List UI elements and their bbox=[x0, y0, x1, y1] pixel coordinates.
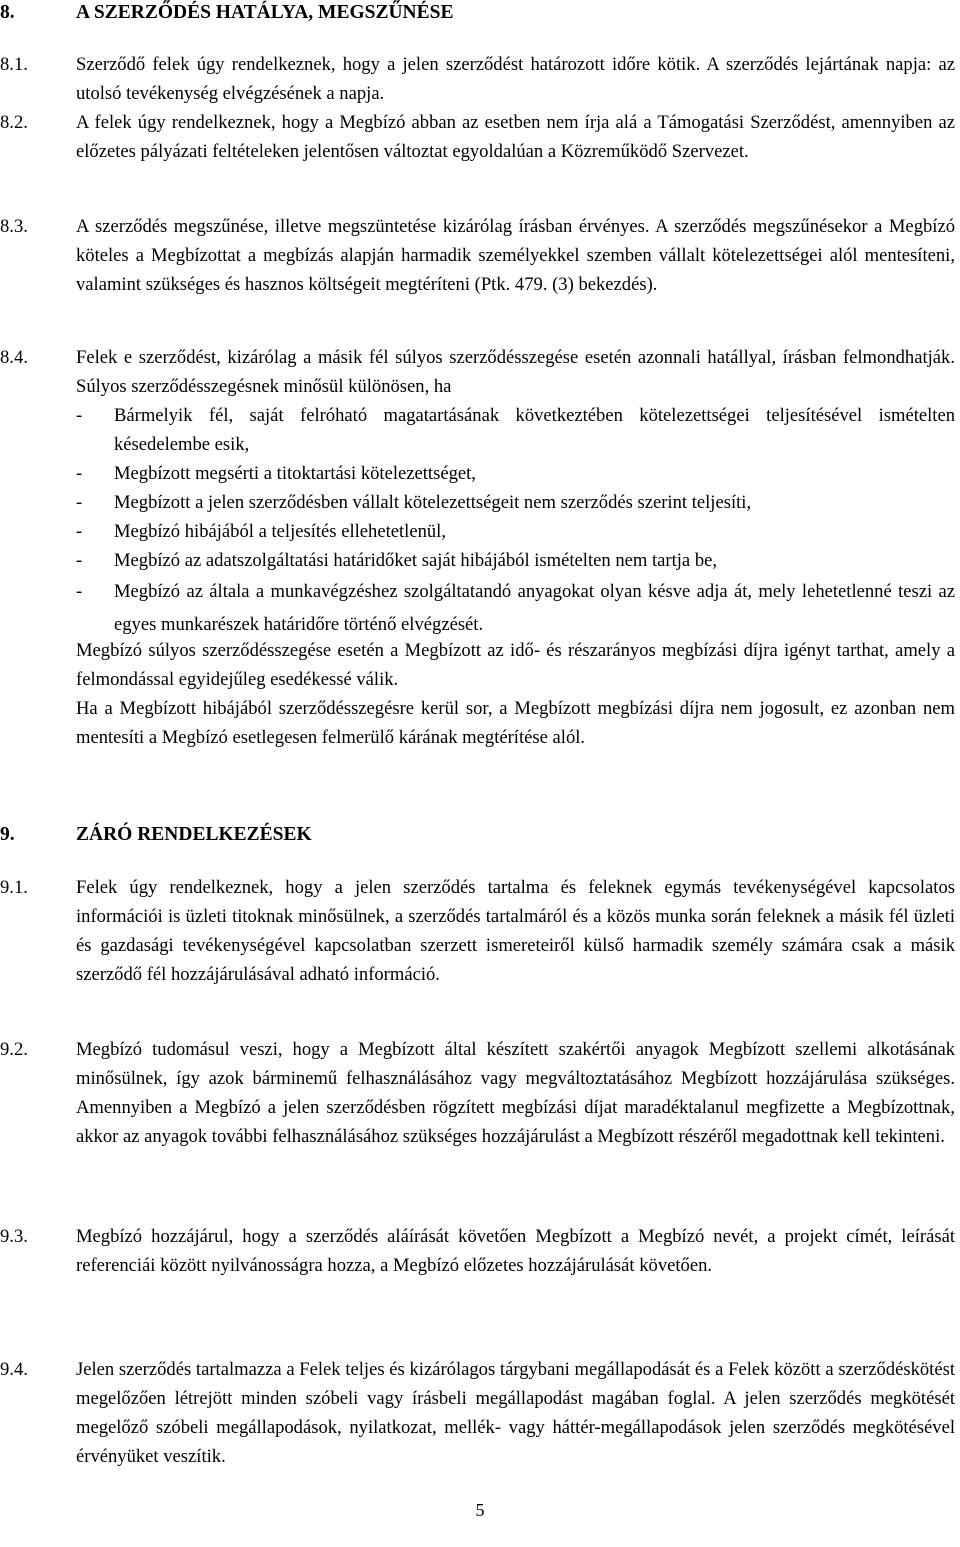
clause-number: 9.2. bbox=[0, 1039, 28, 1060]
clause-number: 9.4. bbox=[0, 1359, 28, 1380]
breach-list bbox=[76, 401, 955, 641]
bullet-dash: - bbox=[76, 550, 83, 571]
clause-8-3 bbox=[0, 212, 955, 299]
clause-text: Felek úgy rendelkeznek, hogy a jelen szerződés tartalma és feleknek egymás tevékenységével kapcsolatos információi is üzleti titoknak minősülnek, a szerződés tartalmáról és a közös munka során feleknek a másik fél üzleti és gazdasági tevékenységével kapcsolatban szerzett ismereteiről külső harmadik személy számára csak a másik szerződő fél hozzájárulásával adható információ. bbox=[76, 877, 955, 985]
page-number: 5 bbox=[475, 1500, 485, 1520]
bullet-dash: - bbox=[76, 463, 83, 484]
clause-number: 9.1. bbox=[0, 877, 28, 898]
clause-text: Felek e szerződést, kizárólag a másik fél súlyos szerződésszegése esetén azonnali hatállyal, írásban felmondhatják. Súlyos szerződésszegésnek minősül különösen, ha bbox=[76, 347, 955, 397]
bullet-dash: - bbox=[76, 521, 83, 542]
clause-number: 8.3. bbox=[0, 216, 28, 237]
clause-number: 8.4. bbox=[0, 347, 28, 368]
paragraph: Ha a Megbízott hibájából szerződésszegésre kerül sor, a Megbízott megbízási díjra nem jogosult, ez azonban nem mentesíti a Megbízó esetlegesen felmerülő kárának megtérítése alól. bbox=[76, 698, 955, 748]
list-item bbox=[76, 546, 955, 575]
clause-number: 9.3. bbox=[0, 1226, 28, 1247]
list-item bbox=[76, 401, 955, 459]
section-title: A SZERZŐDÉS HATÁLYA, MEGSZŰNÉSE bbox=[76, 2, 454, 23]
list-item-text: Bármelyik fél, saját felróható magatartásának következtében kötelezettségei teljesítésével ismételten késedelembe esik, bbox=[114, 405, 955, 455]
clause-9-4 bbox=[0, 1355, 955, 1471]
section-number: 9. bbox=[0, 824, 15, 845]
list-item-text: Megbízó az adatszolgáltatási határidőket saját hibájából ismételten nem tartja be, bbox=[114, 550, 718, 571]
clause-number: 8.2. bbox=[0, 112, 28, 133]
clause-text: A felek úgy rendelkeznek, hogy a Megbízó abban az esetben nem írja alá a Támogatási Szerződést, amennyiben az előzetes pályázati feltételeken jelentősen változtat egyoldalúan a Közreműködő Szervezet. bbox=[76, 112, 955, 162]
clause-8-4-consequences bbox=[76, 636, 955, 752]
section-number: 8. bbox=[0, 2, 15, 23]
list-item-text: Megbízott a jelen szerződésben vállalt kötelezettségeit nem szerződés szerint teljesíti, bbox=[114, 492, 752, 513]
list-item bbox=[76, 517, 955, 546]
list-item bbox=[76, 459, 955, 488]
clause-text: Szerződő felek úgy rendelkeznek, hogy a jelen szerződést határozott időre kötik. A szerződés lejártának napja: az utolsó tevékenység elvégzésének a napja. bbox=[76, 54, 955, 104]
clause-text: Megbízó tudomásul veszi, hogy a Megbízott által készített szakértői anyagok Megbízott szellemi alkotásának minősülnek, így azok bárminemű felhasználásához vagy megváltoztatásához Megbízott hozzájárulása szükséges. Amennyiben a Megbízó a jelen szerződésben rögzített megbízási díjat maradéktalanul megfizette a Megbízottnak, akkor az anyagok további felhasználásához szükséges hozzájárulást a Megbízott részéről megadottnak kell tekinteni. bbox=[76, 1039, 955, 1147]
list-item-text: Megbízó az általa a munkavégzéshez szolgáltatandó anyagokat olyan késve adja át, mely lehetetlenné teszi az egyes munkarészek határidőre történő elvégzését. bbox=[114, 581, 955, 635]
bullet-dash: - bbox=[76, 405, 83, 426]
clause-9-1 bbox=[0, 873, 955, 989]
section-title: ZÁRÓ RENDELKEZÉSEK bbox=[76, 824, 312, 845]
list-item-text: Megbízó hibájából a teljesítés ellehetetlenül, bbox=[114, 521, 446, 542]
list-item bbox=[76, 488, 955, 517]
clause-8-2 bbox=[0, 108, 955, 166]
bullet-dash: - bbox=[76, 492, 83, 513]
clause-text: Megbízó hozzájárul, hogy a szerződés aláírását követően Megbízott a Megbízó nevét, a projekt címét, leírását referenciái között nyilvánosságra hozza, a Megbízó előzetes hozzájárulását követően. bbox=[76, 1226, 955, 1276]
clause-9-2 bbox=[0, 1035, 955, 1151]
clause-text: A szerződés megszűnése, illetve megszüntetése kizárólag írásban érvényes. A szerződés megszűnésekor a Megbízó köteles a Megbízottat a megbízás alapján harmadik személyekkel szemben vállalt kötelezettségei alól mentesíteni, valamint szükséges és hasznos költségeit megtéríteni (Ptk. 479. (3) bekezdés). bbox=[76, 216, 955, 295]
clause-text: Jelen szerződés tartalmazza a Felek teljes és kizárólagos tárgybani megállapodását és a Felek között a szerződéskötést megelőzően létrejött minden szóbeli vagy írásbeli megállapodást magában foglal. A jelen szerződés megkötését megelőző szóbeli megállapodások, nyilatkozat, mellék- vagy háttér-megállapodások jelen szerződés megkötésével érvényüket veszítik. bbox=[76, 1359, 955, 1467]
list-item-text: Megbízott megsérti a titoktartási kötelezettséget, bbox=[114, 463, 476, 484]
bullet-dash: - bbox=[76, 581, 83, 602]
list-item bbox=[76, 575, 955, 641]
paragraph: Megbízó súlyos szerződésszegése esetén a Megbízott az idő- és részarányos megbízási díjra igényt tarthat, amely a felmondással egyidejűleg esedékessé válik. bbox=[76, 640, 955, 690]
clause-8-4 bbox=[0, 343, 955, 641]
clause-number: 8.1. bbox=[0, 54, 28, 75]
clause-8-1 bbox=[0, 50, 955, 108]
clause-9-3 bbox=[0, 1222, 955, 1280]
